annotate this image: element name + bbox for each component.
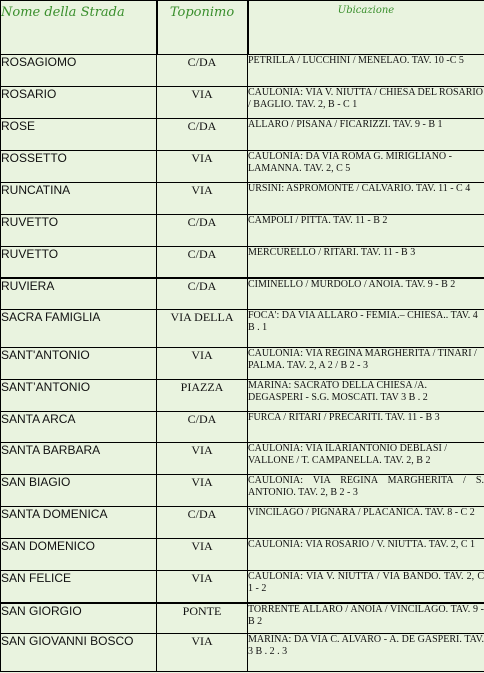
street-name-cell: SAN FELICE (1, 571, 157, 603)
location-cell: MARINA: SACRATO DELLA CHIESA /A. DEGASPERI - S.G. MOSCATI. TAV 3 B . 2 (248, 380, 484, 412)
toponym-cell: C/DA (157, 119, 248, 151)
location-cell: CAMPOLI / PITTA. TAV. 11 - B 2 (248, 215, 484, 247)
table-row (1, 215, 484, 247)
toponym-cell: C/DA (157, 55, 248, 87)
table-row (1, 278, 484, 310)
street-name-cell: SANTA DOMENICA (1, 507, 157, 539)
location-cell: FURCA / RITARI / PRECARITI. TAV. 11 - B 3 (248, 412, 484, 443)
header-row (1, 1, 484, 55)
table-row (1, 603, 484, 634)
table-row (1, 310, 484, 348)
street-name-cell: RUVETTO (1, 247, 157, 278)
location-cell: CAULONIA: VIA REGINA MARGHERITA / S. ANTONIO. TAV. 2, B 2 - 3 (248, 475, 484, 507)
street-name-cell: SANT'ANTONIO (1, 348, 157, 380)
table-row (1, 183, 484, 215)
location-cell: CAULONIA: VIA ROSARIO / V. NIUTTA. TAV. 2, C 1 (248, 539, 484, 571)
toponym-cell: C/DA (157, 507, 248, 539)
street-name-cell: RUVIERA (1, 278, 157, 310)
street-name-cell: SACRA FAMIGLIA (1, 310, 157, 348)
location-cell: URSINI: ASPROMONTE / CALVARIO. TAV. 11 - C 4 (248, 183, 484, 215)
location-cell: MERCURELLO / RITARI. TAV. 11 - B 3 (248, 247, 484, 278)
table-row (1, 475, 484, 507)
toponym-cell: VIA (157, 348, 248, 380)
toponym-cell: PIAZZA (157, 380, 248, 412)
table-row (1, 348, 484, 380)
location-cell: ALLARO / PISANA / FICARIZZI. TAV. 9 - B 1 (248, 119, 484, 151)
street-name-cell: SANTA BARBARA (1, 443, 157, 475)
table-row (1, 151, 484, 183)
street-name-cell: SAN GIORGIO (1, 603, 157, 634)
location-cell: FOCA': DA VIA ALLARO - FEMIA.– CHIESA.. TAV. 4 B . 1 (248, 310, 484, 348)
street-name-cell: RUVETTO (1, 215, 157, 247)
street-name-cell: ROSE (1, 119, 157, 151)
location-cell: CAULONIA: VIA ILARIANTONIO DEBLASI / VALLONE / T. CAMPANELLA. TAV. 2, B 2 (248, 443, 484, 475)
toponym-cell: VIA DELLA (157, 310, 248, 348)
table-row (1, 571, 484, 603)
table-row (1, 247, 484, 278)
location-cell: CAULONIA: VIA REGINA MARGHERITA / TINARI / PALMA. TAV. 2, A 2 / B 2 - 3 (248, 348, 484, 380)
location-cell: CAULONIA: VIA V. NIUTTA / VIA BANDO. TAV. 2, C 1 - 2 (248, 571, 484, 603)
street-name-cell: SANTA ARCA (1, 412, 157, 443)
header-location: Ubicazione (248, 1, 484, 55)
location-cell: CIMINELLO / MURDOLO / ANOIA. TAV. 9 - B 2 (248, 278, 484, 310)
street-name-cell: ROSSETTO (1, 151, 157, 183)
toponym-cell: C/DA (157, 278, 248, 310)
location-cell: MARINA: DA VIA C. ALVARO - A. DE GASPERI. TAV. 3 B . 2 . 3 (248, 634, 484, 672)
location-cell: PETRILLA / LUCCHINI / MENELAO. TAV. 10 -C 5 (248, 55, 484, 87)
table-row (1, 634, 484, 672)
table-row (1, 507, 484, 539)
table-row (1, 539, 484, 571)
toponym-cell: VIA (157, 87, 248, 119)
toponym-cell: VIA (157, 151, 248, 183)
street-name-cell: ROSAGIOMO (1, 55, 157, 87)
toponym-cell: C/DA (157, 215, 248, 247)
toponym-cell: C/DA (157, 412, 248, 443)
street-name-cell: SAN GIOVANNI BOSCO (1, 634, 157, 672)
header-street-name: Nome della Strada (1, 1, 157, 55)
table-row (1, 119, 484, 151)
street-name-cell: SAN DOMENICO (1, 539, 157, 571)
table-row (1, 55, 484, 87)
location-cell: CAULONIA: VIA V. NIUTTA / CHIESA DEL ROSARIO / BAGLIO. TAV. 2, B - C 1 (248, 87, 484, 119)
street-name-cell: ROSARIO (1, 87, 157, 119)
table-row (1, 87, 484, 119)
street-name-cell: SANT’ANTONIO (1, 380, 157, 412)
toponym-cell: PONTE (157, 603, 248, 634)
header-toponym: Toponimo (157, 1, 248, 55)
toponym-cell: VIA (157, 571, 248, 603)
toponym-cell: VIA (157, 475, 248, 507)
location-cell: CAULONIA: DA VIA ROMA G. MIRIGLIANO - LAMANNA. TAV. 2, C 5 (248, 151, 484, 183)
toponym-cell: VIA (157, 443, 248, 475)
street-name-cell: SAN BIAGIO (1, 475, 157, 507)
location-cell: VINCILAGO / PIGNARA / PLACANICA. TAV. 8 - C 2 (248, 507, 484, 539)
table-row (1, 443, 484, 475)
toponym-cell: VIA (157, 634, 248, 672)
location-cell: TORRENTE ALLARO / ANOIA / VINCILAGO. TAV. 9 - B 2 (248, 603, 484, 634)
toponym-cell: C/DA (157, 247, 248, 278)
street-name-cell: RUNCATINA (1, 183, 157, 215)
table-row (1, 380, 484, 412)
table-row (1, 412, 484, 443)
toponym-cell: VIA (157, 183, 248, 215)
toponym-cell: VIA (157, 539, 248, 571)
